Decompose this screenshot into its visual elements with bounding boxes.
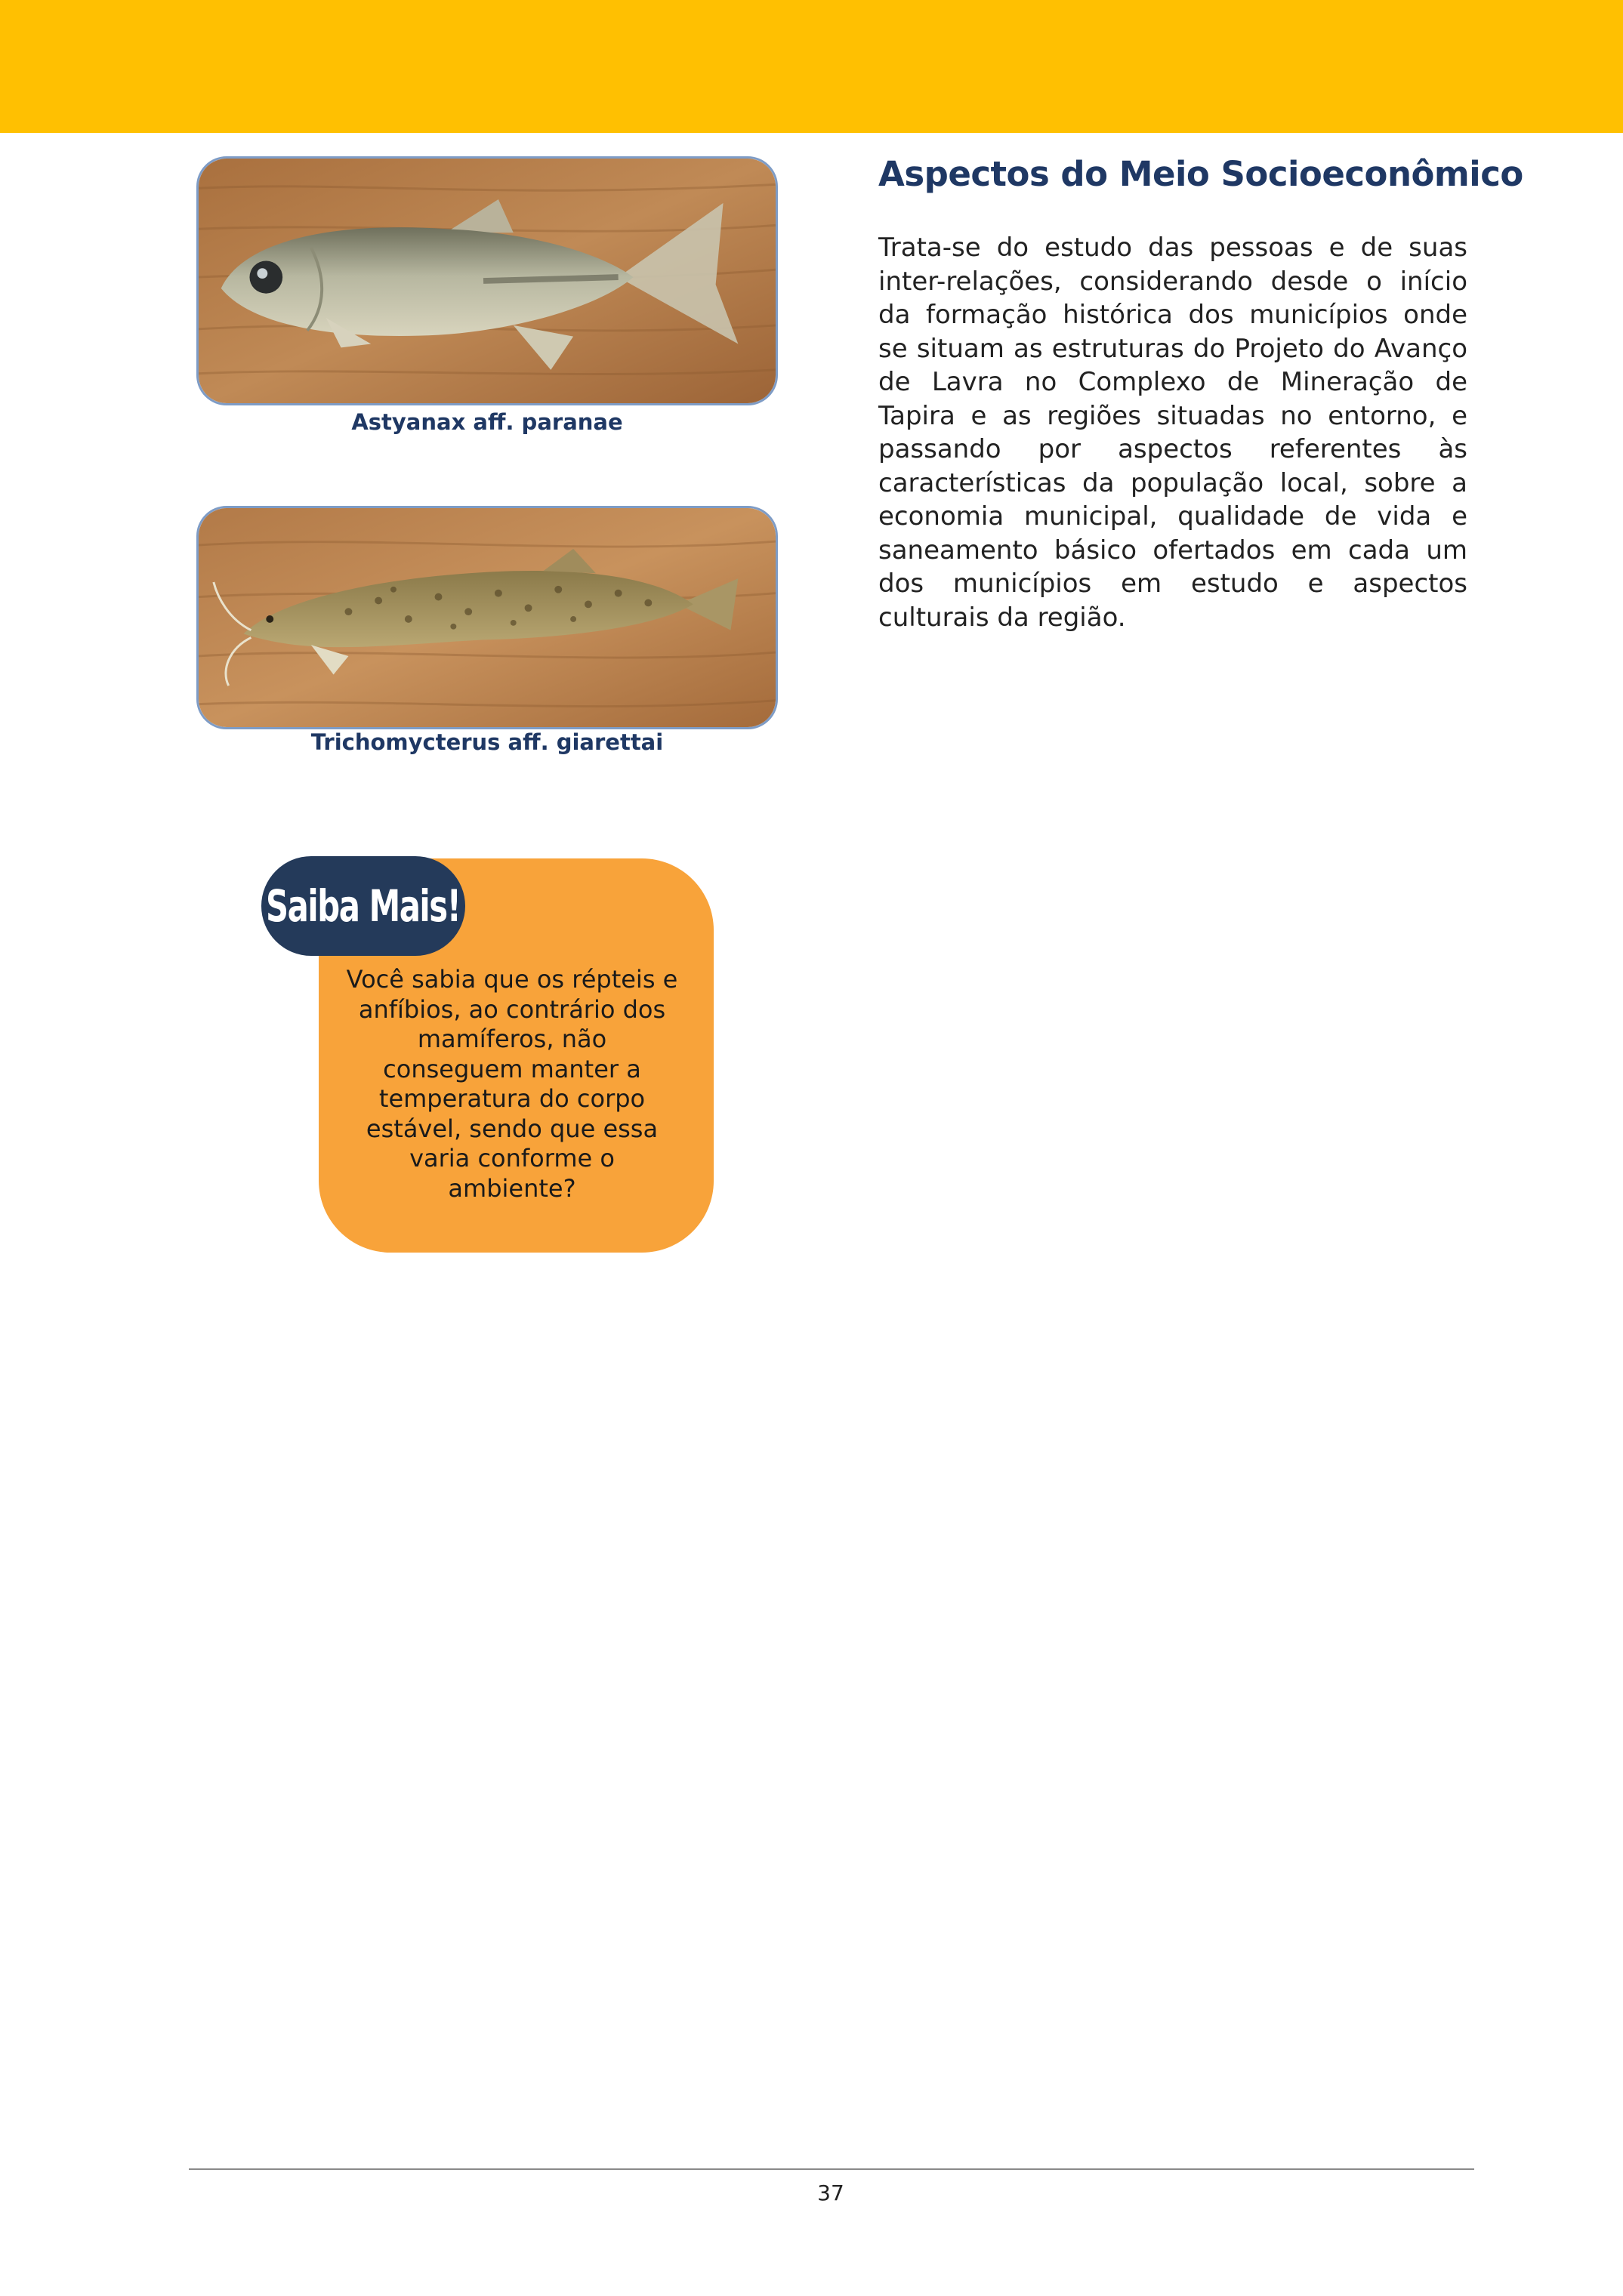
fish-photo-astyanax-image [199,159,776,403]
header-band [0,0,1623,133]
section-body: Trata-se do estudo das pessoas e de suas inter-relações, considerando desde o início da formação histórica dos municípios onde se situam as estruturas do Projeto do Avanço de Lavra no Complexo de Mineração de Tapira e as regiões situadas no entorno, e passando por aspectos referentes às características da população local, sobre a economia municipal, qualidade de vida e saneamento básico ofertados em cada um dos municípios em estudo e aspectos culturais da região. [878,233,1467,633]
fish-photo-trichomycterus [196,506,778,729]
figure-caption: Astyanax aff. paranae [351,409,623,435]
section-title: Aspectos do Meio Socioeconômico [878,154,1523,194]
fish-photo-trichomycterus-image [199,508,776,727]
saiba-mais-label: Saiba Mais! [266,880,461,932]
page-number: 37 [817,2180,844,2205]
fish-photo-astyanax [196,156,778,405]
saiba-mais-tab [261,856,465,956]
saiba-mais-text: Você sabia que os répteis e anfíbios, ao contrário dos mamíferos, não conseguem manter a temperatura do corpo estável, sendo que essa varia conforme o ambiente? [346,965,678,1203]
figure-caption: Trichomycterus aff. giarettai [310,729,664,755]
footer-divider [189,2168,1474,2170]
